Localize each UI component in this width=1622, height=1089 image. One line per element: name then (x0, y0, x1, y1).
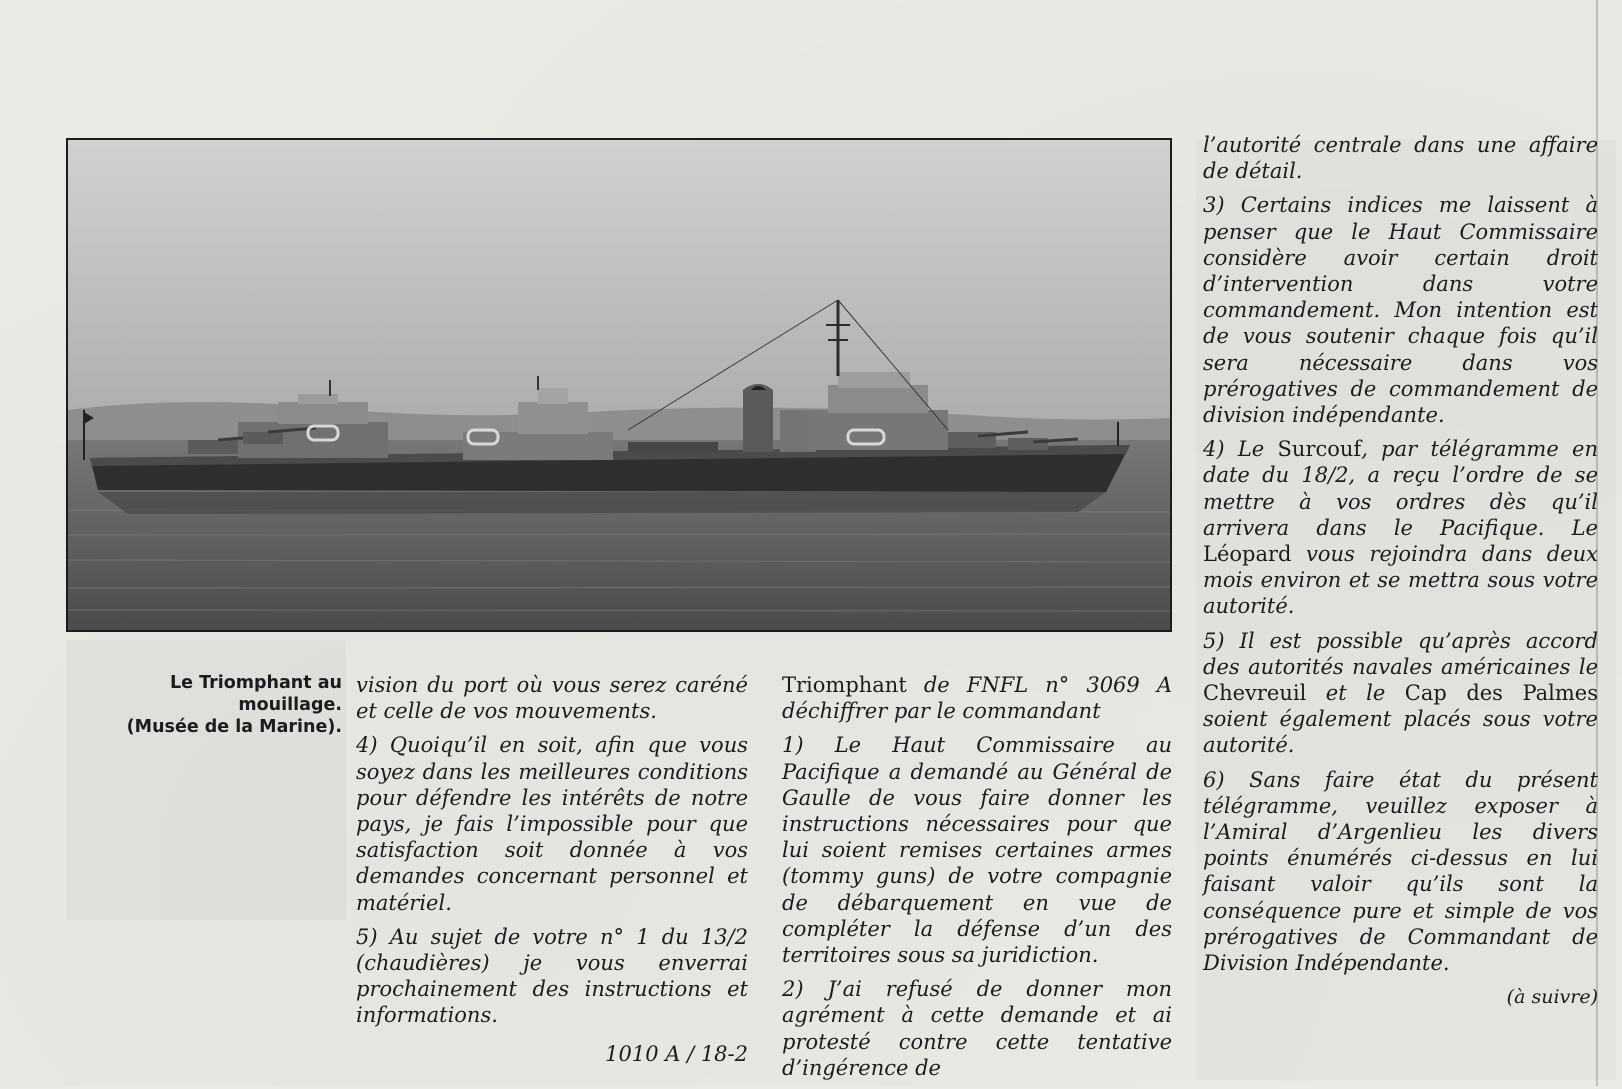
ship-name-chevreuil: Chevreuil (1203, 681, 1307, 706)
col3-paragraph-3 (1203, 628, 1598, 759)
col3-paragraph-4: 6) Sans faire état du présent télégramme, veuillez exposer à l’Amiral d’Argenlieu les divers points énumérés ci-dessus en lui faisant valoir qu’ils sont la conséquence pure et simple de vos prérogatives de Commandant de Division Indépendante. (1203, 767, 1598, 976)
col2-paragraph-2: 2) J’ai refusé de donner mon agrément à cette demande et ai protesté contre cette tentative d’ingérence de (782, 977, 1172, 1080)
col2-paragraph-1: 1) Le Haut Commissaire au Pacifique a demandé au Général de Gaulle de vous faire donner les instructions nécessaires pour que lui soient remises certaines armes (tommy guns) de votre compagnie de débarquement en vue de compléter la défense d’un des territoires sous sa juridiction. (782, 733, 1172, 968)
caption-line-1: Le Triomphant au (170, 673, 342, 693)
col3-p3-text-c: soient également placés sous votre autorité. (1203, 707, 1598, 758)
text-column-2 (782, 672, 1172, 1089)
col3-p3-text-b: et le (1306, 681, 1405, 706)
photo-caption (86, 672, 342, 738)
col1-paragraph-1: vision du port où vous serez caréné et celle de vos mouvements. (356, 673, 748, 724)
warship-illustration (68, 140, 1170, 630)
col3-p2-text-a: 4) Le (1203, 437, 1278, 462)
col3-p2-text-b: , par télégramme en date du 18/2, a reçu l’ordre de se mettre à vos ordres dès qu’il arrivera dans le Pacifique. Le (1203, 437, 1599, 540)
col2-intro-rest: de FNFL n° 3069 A déchiffrer par le commandant (782, 673, 1172, 724)
caption-line-2: mouillage. (238, 695, 342, 715)
ship-name-surcouf: Surcouf (1277, 437, 1362, 462)
col1-paragraph-3: 5) Au sujet de votre n° 1 du 13/2 (chaudières) je vous enverrai prochainement des instructions et informations. (356, 924, 748, 1028)
telegram-reference: 1010 A / 18-2 (605, 1041, 748, 1066)
ship-photograph (66, 138, 1172, 632)
col1-paragraph-2: 4) Quoiqu’il en soit, afin que vous soyez dans les meilleures conditions pour défendre les intérêts de notre pays, je fais l’impossible pour que satisfaction soit donnée à vos demandes concernant personnel et matériel. (356, 733, 748, 915)
ship-name-leopard: Léopard (1203, 542, 1292, 567)
col3-p3-text-a: 5) Il est possible qu’après accord des autorités navales américaines le (1203, 628, 1598, 679)
ship-name-triomphant: Triomphant (782, 673, 907, 697)
to-be-continued: (à suivre) (1506, 986, 1598, 1009)
text-column-3 (1203, 132, 1598, 1011)
col3-paragraph-2 (1203, 436, 1598, 619)
col2-intro (782, 672, 1172, 724)
col3-paragraph-1: 3) Certains indices me laissent à penser que le Haut Commissaire considère avoir certain droit d’intervention dans votre commandement. Mon intention est de vous soutenir chaque fois qu’il sera nécessaire dans vos prérogatives de commandement de division indépendante. (1203, 193, 1598, 428)
ship-name-cap-des-palmes: Cap des Palmes (1404, 681, 1598, 706)
col3-paragraph-0: l’autorité centrale dans une affaire de détail. (1203, 133, 1598, 184)
col3-p2-text-c: vous rejoindra dans deux mois environ et se mettra sous votre autorité. (1203, 542, 1598, 619)
text-column-1 (356, 672, 748, 1067)
caption-line-3: (Musée de la Marine). (126, 717, 342, 737)
